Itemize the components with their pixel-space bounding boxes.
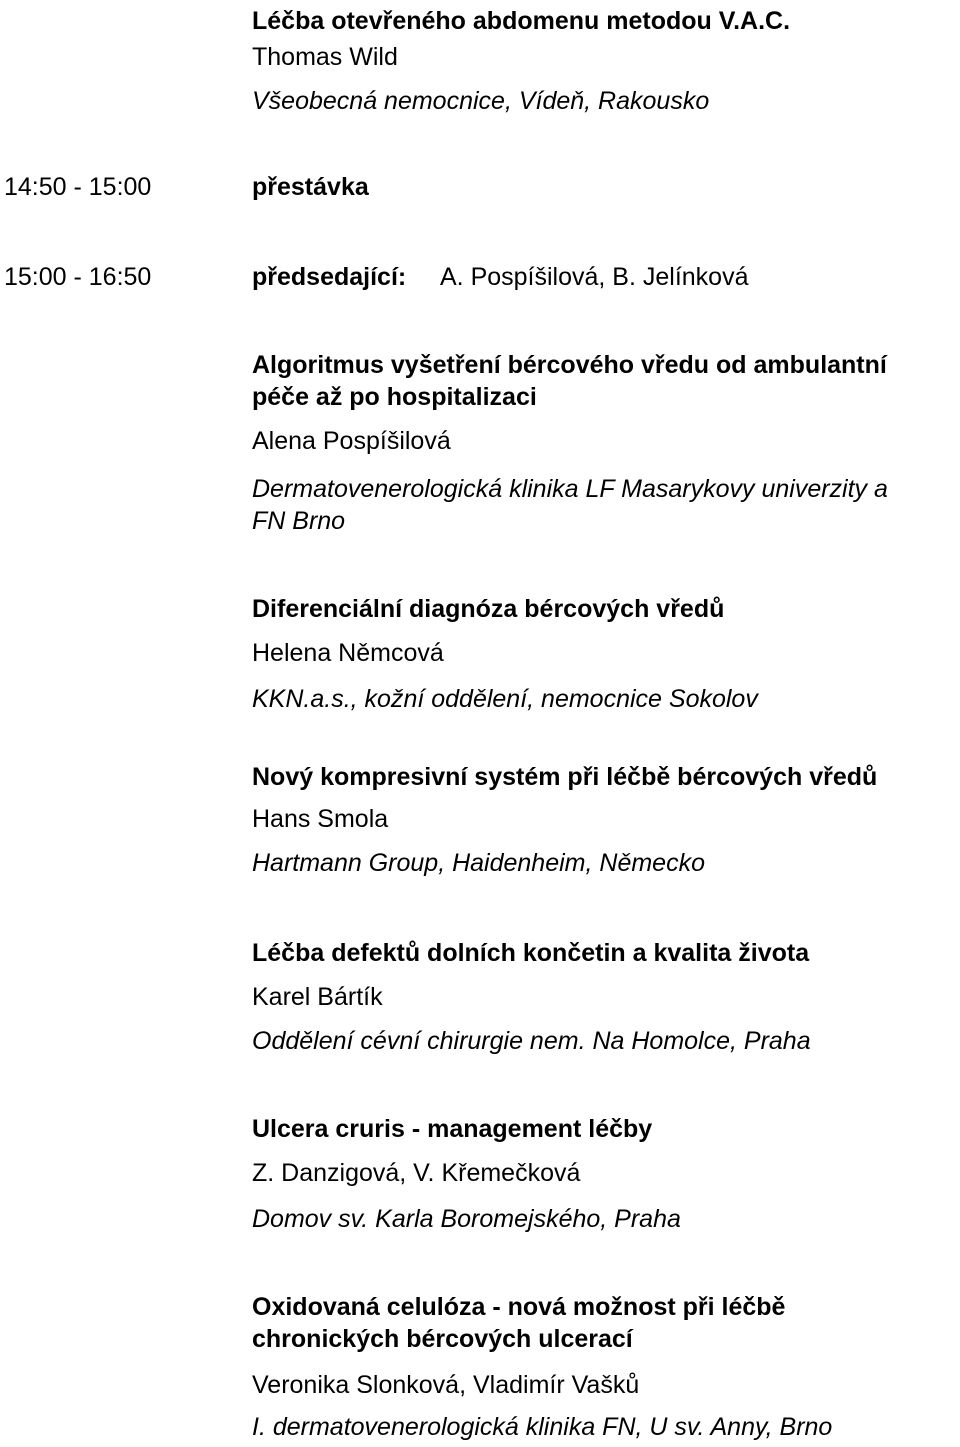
session-chairs: A. Pospíšilová, B. Jelínková — [440, 263, 749, 291]
talk-author: Alena Pospíšilová — [252, 427, 451, 455]
talk-author: Thomas Wild — [252, 43, 398, 71]
talk-affiliation: Hartmann Group, Haidenheim, Německo — [252, 849, 705, 877]
talk-title: Oxidovaná celulóza - nová možnost při léčbě — [252, 1293, 786, 1321]
talk-affiliation: Domov sv. Karla Boromejského, Praha — [252, 1205, 681, 1233]
session-time: 15:00 - 16:50 — [4, 263, 152, 291]
talk-title: Nový kompresivní systém při léčbě bércových vředů — [252, 763, 878, 791]
talk-title: chronických bércových ulcerací — [252, 1325, 633, 1353]
talk-title: péče až po hospitalizaci — [252, 383, 537, 411]
talk-author: Veronika Slonková, Vladimír Vašků — [252, 1371, 640, 1399]
talk-affiliation: Oddělení cévní chirurgie nem. Na Homolce, Praha — [252, 1027, 811, 1055]
talk-affiliation: Dermatovenerologická klinika LF Masarykovy univerzity a — [252, 475, 888, 503]
talk-title: Ulcera cruris - management léčby — [252, 1115, 653, 1143]
talk-affiliation: I. dermatovenerologická klinika FN, U sv. Anny, Brno — [252, 1413, 833, 1441]
talk-author: Z. Danzigová, V. Křemečková — [252, 1159, 581, 1187]
talk-title: Léčba defektů dolních končetin a kvalita života — [252, 939, 810, 967]
talk-author: Hans Smola — [252, 805, 389, 833]
talk-affiliation: KKN.a.s., kožní oddělení, nemocnice Sokolov — [252, 685, 758, 713]
talk-affiliation: Všeobecná nemocnice, Vídeň, Rakousko — [252, 87, 710, 115]
talk-title: Léčba otevřeného abdomenu metodou V.A.C. — [252, 7, 791, 35]
break-label: přestávka — [252, 173, 369, 201]
talk-title: Algoritmus vyšetření bércového vředu od ambulantní — [252, 351, 887, 379]
talk-affiliation: FN Brno — [252, 507, 346, 535]
break-time: 14:50 - 15:00 — [4, 173, 152, 201]
talk-title: Diferenciální diagnóza bércových vředů — [252, 595, 725, 623]
talk-author: Karel Bártík — [252, 983, 383, 1011]
talk-author: Helena Němcová — [252, 639, 444, 667]
session-chair-label: předsedající: — [252, 263, 407, 291]
